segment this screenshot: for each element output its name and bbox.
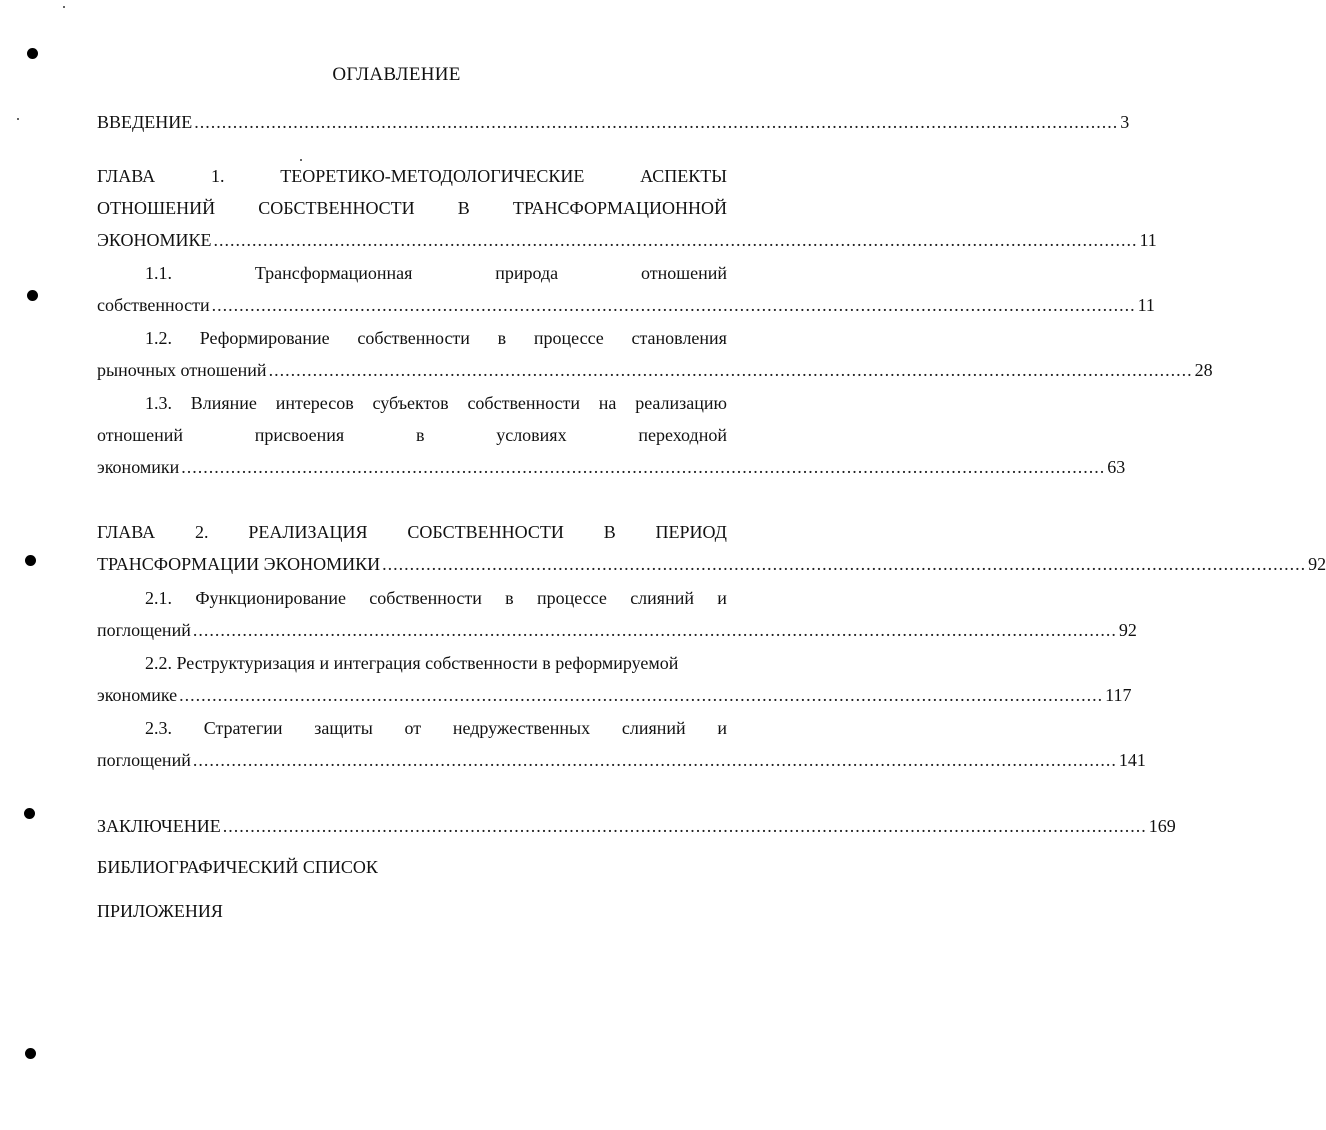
scan-speck	[63, 6, 65, 8]
leader-dots: ........................................................................................................................................................................	[194, 112, 1119, 132]
leader-dots: ........................................................................................................................................................................	[382, 554, 1307, 574]
entry-word: в	[505, 588, 514, 608]
page-number: 169	[1148, 816, 1176, 836]
page-number: 63	[1107, 457, 1126, 477]
toc-entry-section-2-1-end[interactable]	[97, 614, 1137, 646]
heading-word: ГЛАВА	[97, 522, 156, 542]
toc-entry-section-2-2[interactable]	[145, 647, 727, 679]
entry-word: отношений	[97, 425, 184, 445]
punch-hole-mark	[25, 1048, 36, 1059]
toc-title: ОГЛАВЛЕНИЕ	[332, 64, 461, 85]
toc-entry-section-1-1-end[interactable]	[97, 289, 1155, 321]
toc-entry-section-1-2-end[interactable]	[97, 354, 1213, 386]
page-number: 3	[1120, 112, 1130, 132]
entry-word: слияний	[621, 718, 686, 738]
toc-entry-section-1-1[interactable]	[145, 257, 727, 289]
entry-word: собственности	[357, 328, 470, 348]
entry-label: ВВЕДЕНИЕ	[97, 112, 193, 132]
toc-entry-appendices[interactable]: ПРИЛОЖЕНИЯ	[97, 901, 223, 921]
entry-word: интересов	[275, 393, 354, 413]
heading-word: ТЕОРЕТИКО-МЕТОДОЛОГИЧЕСКИЕ	[280, 166, 585, 186]
page-number: 92	[1308, 554, 1326, 574]
page-number: 11	[1137, 295, 1155, 315]
entry-word: и	[717, 588, 727, 608]
entry-label: рыночных отношений	[97, 360, 267, 380]
entry-word: Реформирование	[199, 328, 330, 348]
heading-word: СОБСТВЕННОСТИ	[407, 522, 564, 542]
toc-entry-chapter-2-end[interactable]	[97, 548, 1326, 580]
toc-entry-section-2-1[interactable]	[145, 582, 727, 614]
entry-label: ТРАНСФОРМАЦИИ ЭКОНОМИКИ	[97, 554, 381, 574]
entry-word: переходной	[638, 425, 727, 445]
page-number: 141	[1118, 750, 1146, 770]
entry-word: 1.3.	[145, 393, 172, 413]
toc-entry-chapter-1-end[interactable]	[97, 224, 1157, 256]
heading-word: ГЛАВА	[97, 166, 156, 186]
punch-hole-mark	[24, 808, 35, 819]
toc-entry-section-1-3[interactable]	[145, 387, 727, 419]
heading-word: АСПЕКТЫ	[640, 166, 727, 186]
page-number: 92	[1118, 620, 1137, 640]
entry-word: 1.1.	[145, 263, 172, 283]
toc-entry-section-2-3[interactable]	[145, 712, 727, 744]
leader-dots: ........................................................................................................................................................................	[192, 750, 1117, 770]
entry-label: поглощений	[97, 750, 191, 770]
heading-word: ОТНОШЕНИЙ	[97, 198, 216, 218]
page-number: 28	[1194, 360, 1213, 380]
leader-dots: ........................................................................................................................................................................	[211, 295, 1136, 315]
scan-speck	[17, 118, 19, 120]
heading-word: ТРАНСФОРМАЦИОННОЙ	[512, 198, 727, 218]
entry-word: слияний	[630, 588, 694, 608]
entry-word: 1.2.	[145, 328, 172, 348]
entry-word: Функционирование	[195, 588, 346, 608]
entry-word: становления	[631, 328, 727, 348]
leader-dots: ........................................................................................................................................................................	[268, 360, 1193, 380]
toc-entry-chapter-2[interactable]	[97, 516, 727, 548]
entry-word: от	[404, 718, 422, 738]
entry-word: природа	[495, 263, 559, 283]
entry-label: экономики	[97, 457, 180, 477]
leader-dots: ........................................................................................................................................................................	[192, 620, 1117, 640]
entry-word: в	[415, 425, 425, 445]
entry-word: субъектов	[372, 393, 449, 413]
page-number: 11	[1139, 230, 1157, 250]
entry-word: реализацию	[635, 393, 727, 413]
entry-word: Трансформационная	[254, 263, 413, 283]
toc-entry-section-1-2[interactable]	[145, 322, 727, 354]
heading-word: ПЕРИОД	[655, 522, 727, 542]
heading-word: СОБСТВЕННОСТИ	[258, 198, 415, 218]
toc-entry-section-2-3-end[interactable]	[97, 744, 1146, 776]
punch-hole-mark	[27, 290, 38, 301]
toc-entry-section-1-3-cont[interactable]	[97, 419, 727, 451]
entry-word: Влияние	[190, 393, 257, 413]
punch-hole-mark	[25, 555, 36, 566]
entry-word: в	[497, 328, 507, 348]
toc-entry-chapter-1-cont[interactable]	[97, 192, 727, 224]
entry-word: на	[598, 393, 617, 413]
entry-label: ЭКОНОМИКЕ	[97, 230, 212, 250]
toc-entry-section-2-2-end[interactable]	[97, 679, 1132, 711]
entry-text: 2.2. Реструктуризация и интеграция собственности в реформируемой	[145, 653, 679, 673]
leader-dots: ........................................................................................................................................................................	[181, 457, 1106, 477]
entry-word: 2.1.	[145, 588, 172, 608]
entry-word: отношений	[640, 263, 727, 283]
toc-entry-bibliography[interactable]: БИБЛИОГРАФИЧЕСКИЙ СПИСОК	[97, 857, 378, 877]
entry-word: собственности	[369, 588, 482, 608]
entry-word: собственности	[467, 393, 581, 413]
entry-word: и	[717, 718, 727, 738]
leader-dots: ........................................................................................................................................................................	[179, 685, 1104, 705]
entry-label: собственности	[97, 295, 210, 315]
page-number: 117	[1105, 685, 1132, 705]
entry-word: условиях	[496, 425, 567, 445]
toc-entry-conclusion[interactable]	[97, 810, 1176, 842]
entry-word: защиты	[314, 718, 373, 738]
toc-entry-chapter-1[interactable]	[97, 160, 727, 192]
entry-word: 2.3.	[145, 718, 172, 738]
leader-dots: ........................................................................................................................................................................	[222, 816, 1147, 836]
entry-label: поглощений	[97, 620, 191, 640]
entry-word: присвоения	[254, 425, 345, 445]
entry-word: процессе	[533, 328, 604, 348]
entry-label: экономике	[97, 685, 178, 705]
entry-label: ЗАКЛЮЧЕНИЕ	[97, 816, 221, 836]
heading-word: В	[603, 522, 616, 542]
entry-word: недружественных	[452, 718, 591, 738]
heading-word: РЕАЛИЗАЦИЯ	[248, 522, 368, 542]
heading-word: В	[457, 198, 470, 218]
leader-dots: ........................................................................................................................................................................	[213, 230, 1138, 250]
toc-entry-intro[interactable]	[97, 106, 1130, 138]
toc-entry-section-1-3-end[interactable]	[97, 451, 1126, 483]
heading-word: 2.	[194, 522, 209, 542]
heading-word: 1.	[210, 166, 225, 186]
entry-word: Стратегии	[203, 718, 283, 738]
punch-hole-mark	[27, 48, 38, 59]
entry-word: процессе	[536, 588, 607, 608]
